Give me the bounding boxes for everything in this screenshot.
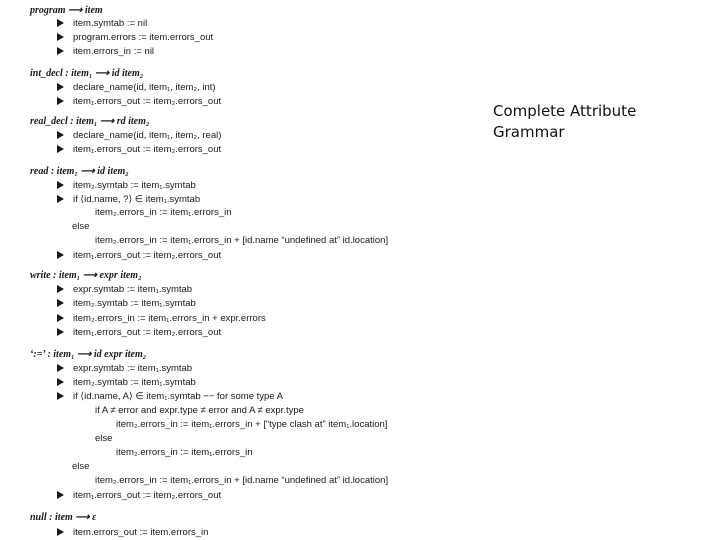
- rule-text: if A ≠ error and expr.type ≠ error and A ≠ expr.type: [95, 405, 304, 416]
- rule-line: [57, 130, 221, 142]
- production-text: program ⟶ item: [30, 5, 103, 16]
- rule-line: [57, 96, 221, 108]
- rule-text: item₂.errors_in := item₁.errors_in + expr.errors: [73, 313, 266, 324]
- rule-text: item₂.symtab := item₁.symtab: [73, 298, 196, 309]
- rule-line: [57, 490, 221, 502]
- rule-line: [57, 32, 213, 44]
- production-text: write : item₁ ⟶ expr item₂: [30, 270, 142, 281]
- production-text: real_decl : item₁ ⟶ rd item₂: [30, 116, 150, 127]
- rule-line: [57, 391, 283, 403]
- production-header: [30, 116, 149, 128]
- production-header: [30, 512, 96, 524]
- rule-line: [57, 327, 221, 339]
- rule-text: item₂.errors_in := item₁.errors_in: [95, 207, 232, 218]
- production-header: [30, 270, 142, 282]
- rule-line: [57, 46, 154, 58]
- rule-text: item₂.errors_in := item₁.errors_in + [id.name “undefined at” id.location]: [95, 235, 389, 246]
- rule-line: [95, 207, 232, 219]
- rule-line: [116, 447, 253, 459]
- rule-text: item₁.errors_out := item₂.errors_out: [73, 96, 222, 107]
- rule-text: else: [95, 433, 113, 444]
- rule-text: item₂.errors_in := item₁.errors_in + [id.name “undefined at” id.location]: [95, 475, 389, 486]
- rule-text: expr.symtab := item₁.symtab: [73, 363, 193, 374]
- production-header: [30, 5, 103, 17]
- triangle-bullet-icon: [57, 392, 64, 400]
- rule-line: [57, 144, 221, 156]
- triangle-bullet-icon: [57, 131, 64, 139]
- triangle-bullet-icon: [57, 97, 64, 105]
- rule-text: if ⟨id.name, A⟩ ∈ item₁.symtab −− for some type A: [73, 391, 284, 402]
- triangle-bullet-icon: [57, 251, 64, 259]
- rule-text: item.symtab := nil: [73, 18, 148, 29]
- rule-text: else: [72, 221, 90, 232]
- production-text: ‘:=’ : item₁ ⟶ id expr item₂: [30, 349, 147, 360]
- rule-text: if ⟨id.name, ?⟩ ∈ item₁.symtab: [73, 194, 201, 205]
- rule-text: else: [72, 461, 90, 472]
- rule-line: [116, 419, 387, 431]
- triangle-bullet-icon: [57, 195, 64, 203]
- rule-text: program.errors := item.errors_out: [73, 32, 214, 43]
- rule-line: [57, 527, 208, 539]
- slide-side-title: Complete Attribute Grammar: [493, 102, 637, 141]
- rule-line: [95, 405, 304, 417]
- rule-line: [95, 475, 388, 487]
- rule-text: item₁.errors_out := item₂.errors_out: [73, 490, 222, 501]
- rule-text: item₂.errors_in := item₁.errors_in: [116, 447, 253, 458]
- rule-line: [95, 433, 112, 445]
- rule-text: item₂.errors_in := item₁.errors_in + [“type clash at” item₁.location]: [116, 419, 388, 430]
- production-text: null : item ⟶ ε: [30, 512, 97, 523]
- rule-line: [72, 221, 89, 233]
- rule-line: [57, 363, 192, 375]
- triangle-bullet-icon: [57, 378, 64, 386]
- triangle-bullet-icon: [57, 528, 64, 536]
- production-header: [30, 68, 143, 80]
- rule-text: item₂.symtab := item₁.symtab: [73, 180, 196, 191]
- rule-text: item.errors_in := nil: [73, 46, 155, 57]
- rule-line: [57, 298, 196, 310]
- rule-line: [57, 377, 196, 389]
- triangle-bullet-icon: [57, 47, 64, 55]
- triangle-bullet-icon: [57, 328, 64, 336]
- rule-line: [57, 194, 200, 206]
- rule-line: [72, 461, 89, 473]
- rule-line: [57, 313, 266, 325]
- triangle-bullet-icon: [57, 491, 64, 499]
- rule-line: [57, 250, 221, 262]
- production-text: read : item₁ ⟶ id item₂: [30, 166, 129, 177]
- rule-text: declare_name(id, item₁, item₂, real): [73, 130, 222, 141]
- rule-text: item₂.symtab := item₁.symtab: [73, 377, 196, 388]
- production-header: [30, 166, 129, 178]
- rule-text: declare_name(id, item₁, item₂, int): [73, 82, 216, 93]
- triangle-bullet-icon: [57, 181, 64, 189]
- rule-text: item₁.errors_out := item₂.errors_out: [73, 327, 222, 338]
- rule-text: item.errors_out := item.errors_in: [73, 527, 209, 538]
- triangle-bullet-icon: [57, 299, 64, 307]
- rule-text: item₁.errors_out := item₂.errors_out: [73, 250, 222, 261]
- rule-line: [95, 235, 388, 247]
- production-header: [30, 349, 146, 361]
- rule-line: [57, 180, 196, 192]
- rule-line: [57, 284, 192, 296]
- triangle-bullet-icon: [57, 285, 64, 293]
- triangle-bullet-icon: [57, 364, 64, 372]
- rule-line: [57, 82, 216, 94]
- rule-text: expr.symtab := item₁.symtab: [73, 284, 193, 295]
- triangle-bullet-icon: [57, 33, 64, 41]
- triangle-bullet-icon: [57, 19, 64, 27]
- triangle-bullet-icon: [57, 145, 64, 153]
- triangle-bullet-icon: [57, 314, 64, 322]
- rule-text: item₁.errors_out := item₂.errors_out: [73, 144, 222, 155]
- rule-line: [57, 18, 147, 30]
- triangle-bullet-icon: [57, 83, 64, 91]
- production-text: int_decl : item₁ ⟶ id item₂: [30, 68, 144, 79]
